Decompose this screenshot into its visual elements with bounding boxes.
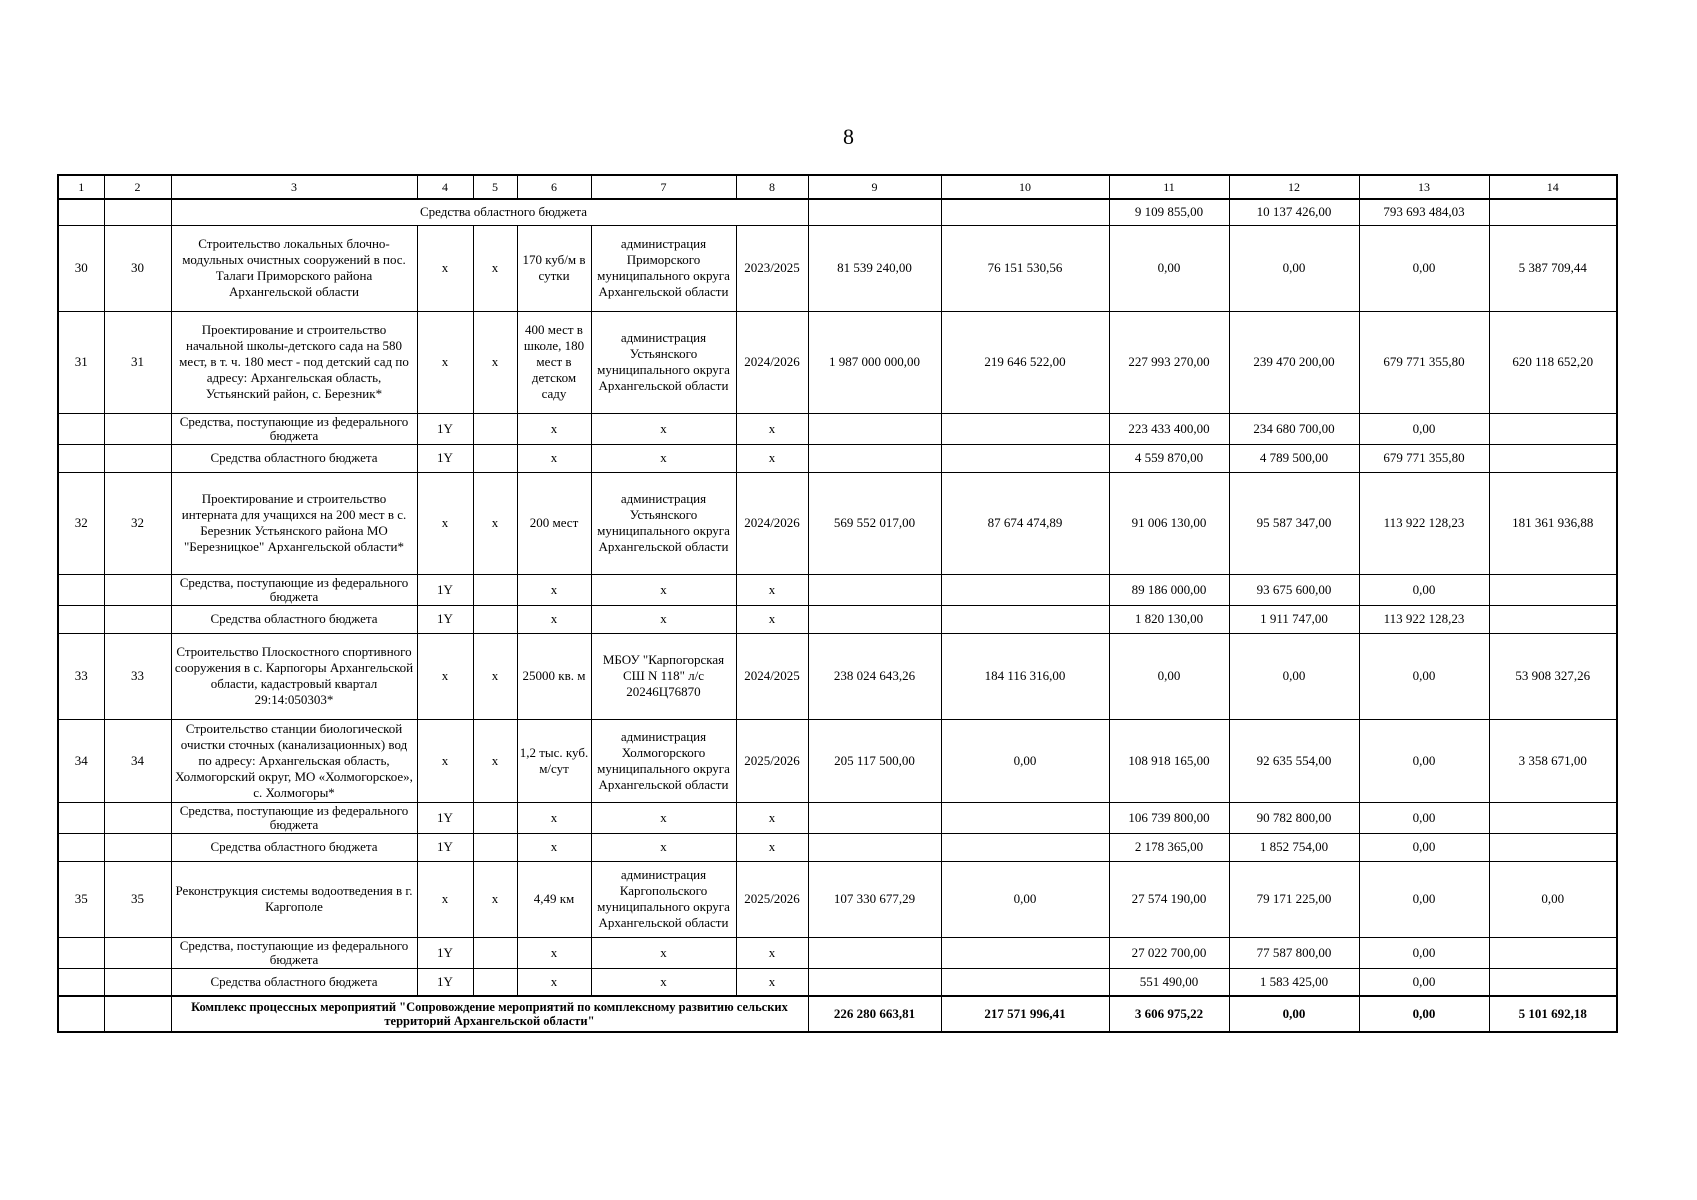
amount-cell: 679 771 355,80 xyxy=(1359,444,1489,472)
period-cell: 2024/2026 xyxy=(736,472,808,574)
period-cell: x xyxy=(736,802,808,833)
amount-cell: 223 433 400,00 xyxy=(1109,413,1229,444)
amount-cell: 620 118 652,20 xyxy=(1489,311,1617,413)
total-amount-cell: 3 606 975,22 xyxy=(1109,996,1229,1032)
code-cell: x xyxy=(473,472,517,574)
project-name-cell: Строительство станции биологической очистки сточных (канализационных) вод по адресу: Архангельская область, Холмогорский округ, МО «Холмогорское», с. Холмогоры* xyxy=(171,719,417,802)
code-cell: x xyxy=(417,225,473,311)
amount-cell xyxy=(808,968,941,996)
code-cell: x xyxy=(473,225,517,311)
amount-cell: 0,00 xyxy=(1109,633,1229,719)
amount-cell xyxy=(941,833,1109,861)
amount-cell: 0,00 xyxy=(1489,861,1617,937)
amount-cell: 0,00 xyxy=(1109,225,1229,311)
amount-cell xyxy=(941,413,1109,444)
amount-cell: 81 539 240,00 xyxy=(808,225,941,311)
amount-cell: 4 559 870,00 xyxy=(1109,444,1229,472)
total-amount-cell: 0,00 xyxy=(1229,996,1359,1032)
amount-cell xyxy=(808,444,941,472)
amount-cell: 1 820 130,00 xyxy=(1109,605,1229,633)
amount-cell xyxy=(1489,802,1617,833)
funding-source-row xyxy=(58,833,1617,861)
amount-cell xyxy=(808,833,941,861)
column-number-cell: 10 xyxy=(941,175,1109,199)
capacity-cell: x xyxy=(517,574,591,605)
capacity-cell: 25000 кв. м xyxy=(517,633,591,719)
period-cell: 2024/2025 xyxy=(736,633,808,719)
funding-source-label: Средства, поступающие из федерального бюджета xyxy=(171,413,417,444)
amount-cell: 3 358 671,00 xyxy=(1489,719,1617,802)
amount-cell: 4 789 500,00 xyxy=(1229,444,1359,472)
amount-cell xyxy=(808,574,941,605)
amount-cell: 569 552 017,00 xyxy=(808,472,941,574)
row-number-cell: 32 xyxy=(58,472,104,574)
row-number-cell xyxy=(104,833,171,861)
amount-cell: 92 635 554,00 xyxy=(1229,719,1359,802)
responsible-cell: x xyxy=(591,833,736,861)
funding-source-row xyxy=(58,444,1617,472)
project-name-cell: Проектирование и строительство начальной школы-детского сада на 580 мест, в т. ч. 180 мест - под детский сад по адресу: Архангельская область, Устьянский район, с. Березник* xyxy=(171,311,417,413)
capacity-cell: x xyxy=(517,937,591,968)
period-cell: x xyxy=(736,574,808,605)
row-number-cell xyxy=(58,937,104,968)
amount-cell xyxy=(1489,574,1617,605)
project-row xyxy=(58,311,1617,413)
code-cell: x xyxy=(417,719,473,802)
total-amount-cell: 0,00 xyxy=(1359,996,1489,1032)
amount-cell: 0,00 xyxy=(1359,413,1489,444)
amount-cell: 27 574 190,00 xyxy=(1109,861,1229,937)
amount-cell: 0,00 xyxy=(1359,861,1489,937)
amount-cell xyxy=(808,605,941,633)
row-number-cell xyxy=(104,605,171,633)
amount-cell: 5 387 709,44 xyxy=(1489,225,1617,311)
amount-cell: 1 852 754,00 xyxy=(1229,833,1359,861)
capacity-cell: 200 мест xyxy=(517,472,591,574)
amount-cell: 89 186 000,00 xyxy=(1109,574,1229,605)
amount-cell: 0,00 xyxy=(1229,225,1359,311)
funding-source-row xyxy=(58,413,1617,444)
amount-cell: 234 680 700,00 xyxy=(1229,413,1359,444)
amount-cell: 205 117 500,00 xyxy=(808,719,941,802)
amount-cell: 27 022 700,00 xyxy=(1109,937,1229,968)
amount-cell: 1 583 425,00 xyxy=(1229,968,1359,996)
column-number-row xyxy=(58,175,1617,199)
capacity-cell: x xyxy=(517,605,591,633)
amount-cell xyxy=(941,605,1109,633)
period-cell: x xyxy=(736,968,808,996)
period-cell: 2025/2026 xyxy=(736,861,808,937)
row-number-cell xyxy=(58,802,104,833)
funding-source-label: Средства областного бюджета xyxy=(171,833,417,861)
capacity-cell: 170 куб/м в сутки xyxy=(517,225,591,311)
row-number-cell xyxy=(58,444,104,472)
code-cell xyxy=(473,413,517,444)
column-number-cell: 12 xyxy=(1229,175,1359,199)
row-number-cell xyxy=(104,574,171,605)
funding-source-label: Средства областного бюджета xyxy=(171,444,417,472)
amount-cell: 113 922 128,23 xyxy=(1359,605,1489,633)
column-number-cell: 6 xyxy=(517,175,591,199)
amount-cell: 0,00 xyxy=(1359,802,1489,833)
project-name-cell: Строительство локальных блочно-модульных очистных сооружений в пос. Талаги Приморского района Архангельской области xyxy=(171,225,417,311)
code-cell xyxy=(473,444,517,472)
amount-cell: 77 587 800,00 xyxy=(1229,937,1359,968)
row-number-cell: 31 xyxy=(58,311,104,413)
amount-cell: 2 178 365,00 xyxy=(1109,833,1229,861)
code-cell: 1Y xyxy=(417,833,473,861)
amount-cell xyxy=(1489,968,1617,996)
code-cell: 1Y xyxy=(417,574,473,605)
column-number-cell: 9 xyxy=(808,175,941,199)
amount-cell: 0,00 xyxy=(1359,833,1489,861)
amount-cell xyxy=(808,199,941,225)
row-number-cell: 34 xyxy=(58,719,104,802)
row-number-cell xyxy=(58,605,104,633)
period-cell: 2025/2026 xyxy=(736,719,808,802)
capacity-cell: x xyxy=(517,444,591,472)
code-cell xyxy=(473,605,517,633)
code-cell: x xyxy=(473,719,517,802)
amount-cell xyxy=(1489,937,1617,968)
code-cell: x xyxy=(473,311,517,413)
funding-source-label: Средства областного бюджета xyxy=(171,199,808,225)
budget-table xyxy=(57,174,1618,1033)
responsible-cell: администрация Устьянского муниципального округа Архангельской области xyxy=(591,311,736,413)
row-number-cell xyxy=(104,413,171,444)
amount-cell: 53 908 327,26 xyxy=(1489,633,1617,719)
code-cell: x xyxy=(473,861,517,937)
amount-cell xyxy=(941,444,1109,472)
amount-cell xyxy=(941,199,1109,225)
amount-cell: 0,00 xyxy=(1359,719,1489,802)
amount-cell: 0,00 xyxy=(1359,633,1489,719)
amount-cell: 184 116 316,00 xyxy=(941,633,1109,719)
row-number-cell: 32 xyxy=(104,472,171,574)
amount-cell: 0,00 xyxy=(1229,633,1359,719)
code-cell: 1Y xyxy=(417,937,473,968)
responsible-cell: администрация Холмогорского муниципального округа Архангельской области xyxy=(591,719,736,802)
capacity-cell: 1,2 тыс. куб. м/сут xyxy=(517,719,591,802)
amount-cell: 181 361 936,88 xyxy=(1489,472,1617,574)
total-amount-cell: 217 571 996,41 xyxy=(941,996,1109,1032)
total-row xyxy=(58,996,1617,1032)
amount-cell: 0,00 xyxy=(1359,225,1489,311)
responsible-cell: x xyxy=(591,574,736,605)
column-number-cell: 1 xyxy=(58,175,104,199)
column-number-cell: 8 xyxy=(736,175,808,199)
funding-source-label: Средства областного бюджета xyxy=(171,605,417,633)
column-number-cell: 14 xyxy=(1489,175,1617,199)
column-number-cell: 11 xyxy=(1109,175,1229,199)
funding-source-row xyxy=(58,802,1617,833)
amount-cell: 679 771 355,80 xyxy=(1359,311,1489,413)
code-cell: x xyxy=(417,633,473,719)
period-cell: x xyxy=(736,444,808,472)
project-row xyxy=(58,861,1617,937)
column-number-cell: 2 xyxy=(104,175,171,199)
code-cell: x xyxy=(417,311,473,413)
amount-cell: 106 739 800,00 xyxy=(1109,802,1229,833)
capacity-cell: 4,49 км xyxy=(517,861,591,937)
responsible-cell: x xyxy=(591,444,736,472)
amount-cell: 239 470 200,00 xyxy=(1229,311,1359,413)
row-number-cell xyxy=(58,574,104,605)
funding-source-row xyxy=(58,199,1617,225)
amount-cell: 93 675 600,00 xyxy=(1229,574,1359,605)
funding-source-label: Средства, поступающие из федерального бюджета xyxy=(171,574,417,605)
funding-source-row xyxy=(58,605,1617,633)
amount-cell: 227 993 270,00 xyxy=(1109,311,1229,413)
project-name-cell: Проектирование и строительство интерната для учащихся на 200 мест в с. Березник Устьянского района МО "Березницкое" Архангельской области* xyxy=(171,472,417,574)
amount-cell: 87 674 474,89 xyxy=(941,472,1109,574)
row-number-cell: 30 xyxy=(104,225,171,311)
amount-cell xyxy=(941,968,1109,996)
amount-cell: 107 330 677,29 xyxy=(808,861,941,937)
row-number-cell xyxy=(104,996,171,1032)
code-cell: x xyxy=(417,861,473,937)
project-row xyxy=(58,719,1617,802)
project-row xyxy=(58,225,1617,311)
amount-cell: 793 693 484,03 xyxy=(1359,199,1489,225)
amount-cell: 76 151 530,56 xyxy=(941,225,1109,311)
row-number-cell xyxy=(58,968,104,996)
row-number-cell xyxy=(58,996,104,1032)
page-number: 8 xyxy=(843,124,854,149)
code-cell xyxy=(473,968,517,996)
amount-cell: 91 006 130,00 xyxy=(1109,472,1229,574)
funding-source-row xyxy=(58,574,1617,605)
row-number-cell xyxy=(104,802,171,833)
row-number-cell: 31 xyxy=(104,311,171,413)
funding-source-label: Средства, поступающие из федерального бюджета xyxy=(171,802,417,833)
column-number-cell: 3 xyxy=(171,175,417,199)
code-cell: x xyxy=(473,633,517,719)
project-row xyxy=(58,633,1617,719)
code-cell: 1Y xyxy=(417,968,473,996)
amount-cell: 0,00 xyxy=(1359,574,1489,605)
total-amount-cell: 5 101 692,18 xyxy=(1489,996,1617,1032)
amount-cell: 90 782 800,00 xyxy=(1229,802,1359,833)
amount-cell: 10 137 426,00 xyxy=(1229,199,1359,225)
column-number-cell: 13 xyxy=(1359,175,1489,199)
project-row xyxy=(58,472,1617,574)
responsible-cell: x xyxy=(591,968,736,996)
funding-source-label: Средства, поступающие из федерального бюджета xyxy=(171,937,417,968)
row-number-cell xyxy=(104,444,171,472)
row-number-cell xyxy=(58,413,104,444)
period-cell: 2024/2026 xyxy=(736,311,808,413)
code-cell: 1Y xyxy=(417,413,473,444)
total-label: Комплекс процессных мероприятий "Сопровождение мероприятий по комплексному развитию сельских территорий Архангельской области" xyxy=(171,996,808,1032)
amount-cell xyxy=(941,937,1109,968)
period-cell: x xyxy=(736,413,808,444)
amount-cell: 9 109 855,00 xyxy=(1109,199,1229,225)
period-cell: x xyxy=(736,937,808,968)
amount-cell: 79 171 225,00 xyxy=(1229,861,1359,937)
amount-cell: 1 911 747,00 xyxy=(1229,605,1359,633)
code-cell: 1Y xyxy=(417,605,473,633)
capacity-cell: x xyxy=(517,802,591,833)
period-cell: 2023/2025 xyxy=(736,225,808,311)
code-cell xyxy=(473,937,517,968)
amount-cell: 0,00 xyxy=(941,719,1109,802)
responsible-cell: администрация Приморского муниципального округа Архангельской области xyxy=(591,225,736,311)
funding-source-row xyxy=(58,937,1617,968)
amount-cell xyxy=(1489,605,1617,633)
total-amount-cell: 226 280 663,81 xyxy=(808,996,941,1032)
funding-source-label: Средства областного бюджета xyxy=(171,968,417,996)
responsible-cell: администрация Устьянского муниципального округа Архангельской области xyxy=(591,472,736,574)
amount-cell: 1 987 000 000,00 xyxy=(808,311,941,413)
amount-cell xyxy=(941,574,1109,605)
row-number-cell xyxy=(104,968,171,996)
amount-cell: 113 922 128,23 xyxy=(1359,472,1489,574)
row-number-cell: 35 xyxy=(58,861,104,937)
amount-cell: 95 587 347,00 xyxy=(1229,472,1359,574)
amount-cell: 0,00 xyxy=(941,861,1109,937)
row-number-cell xyxy=(104,199,171,225)
responsible-cell: x xyxy=(591,937,736,968)
code-cell: 1Y xyxy=(417,444,473,472)
amount-cell: 238 024 643,26 xyxy=(808,633,941,719)
row-number-cell xyxy=(58,833,104,861)
amount-cell xyxy=(941,802,1109,833)
amount-cell xyxy=(808,937,941,968)
responsible-cell: МБОУ "Карпогорская СШ N 118" л/с 20246Ц76870 xyxy=(591,633,736,719)
responsible-cell: x xyxy=(591,605,736,633)
code-cell xyxy=(473,833,517,861)
code-cell xyxy=(473,802,517,833)
code-cell xyxy=(473,574,517,605)
amount-cell xyxy=(1489,199,1617,225)
amount-cell: 108 918 165,00 xyxy=(1109,719,1229,802)
responsible-cell: x xyxy=(591,802,736,833)
amount-cell xyxy=(808,413,941,444)
code-cell: 1Y xyxy=(417,802,473,833)
capacity-cell: x xyxy=(517,968,591,996)
amount-cell: 551 490,00 xyxy=(1109,968,1229,996)
amount-cell xyxy=(1489,413,1617,444)
code-cell: x xyxy=(417,472,473,574)
row-number-cell: 33 xyxy=(104,633,171,719)
row-number-cell: 33 xyxy=(58,633,104,719)
amount-cell xyxy=(808,802,941,833)
amount-cell: 0,00 xyxy=(1359,968,1489,996)
project-name-cell: Строительство Плоскостного спортивного сооружения в с. Карпогоры Архангельской области, кадастровый квартал 29:14:050303* xyxy=(171,633,417,719)
column-number-cell: 4 xyxy=(417,175,473,199)
row-number-cell: 35 xyxy=(104,861,171,937)
amount-cell: 219 646 522,00 xyxy=(941,311,1109,413)
capacity-cell: x xyxy=(517,833,591,861)
period-cell: x xyxy=(736,605,808,633)
period-cell: x xyxy=(736,833,808,861)
responsible-cell: x xyxy=(591,413,736,444)
project-name-cell: Реконструкция системы водоотведения в г. Каргополе xyxy=(171,861,417,937)
amount-cell xyxy=(1489,444,1617,472)
row-number-cell: 30 xyxy=(58,225,104,311)
funding-source-row xyxy=(58,968,1617,996)
column-number-cell: 7 xyxy=(591,175,736,199)
responsible-cell: администрация Каргопольского муниципального округа Архангельской области xyxy=(591,861,736,937)
capacity-cell: x xyxy=(517,413,591,444)
row-number-cell xyxy=(58,199,104,225)
amount-cell: 0,00 xyxy=(1359,937,1489,968)
row-number-cell: 34 xyxy=(104,719,171,802)
capacity-cell: 400 мест в школе, 180 мест в детском саду xyxy=(517,311,591,413)
column-number-cell: 5 xyxy=(473,175,517,199)
row-number-cell xyxy=(104,937,171,968)
amount-cell xyxy=(1489,833,1617,861)
